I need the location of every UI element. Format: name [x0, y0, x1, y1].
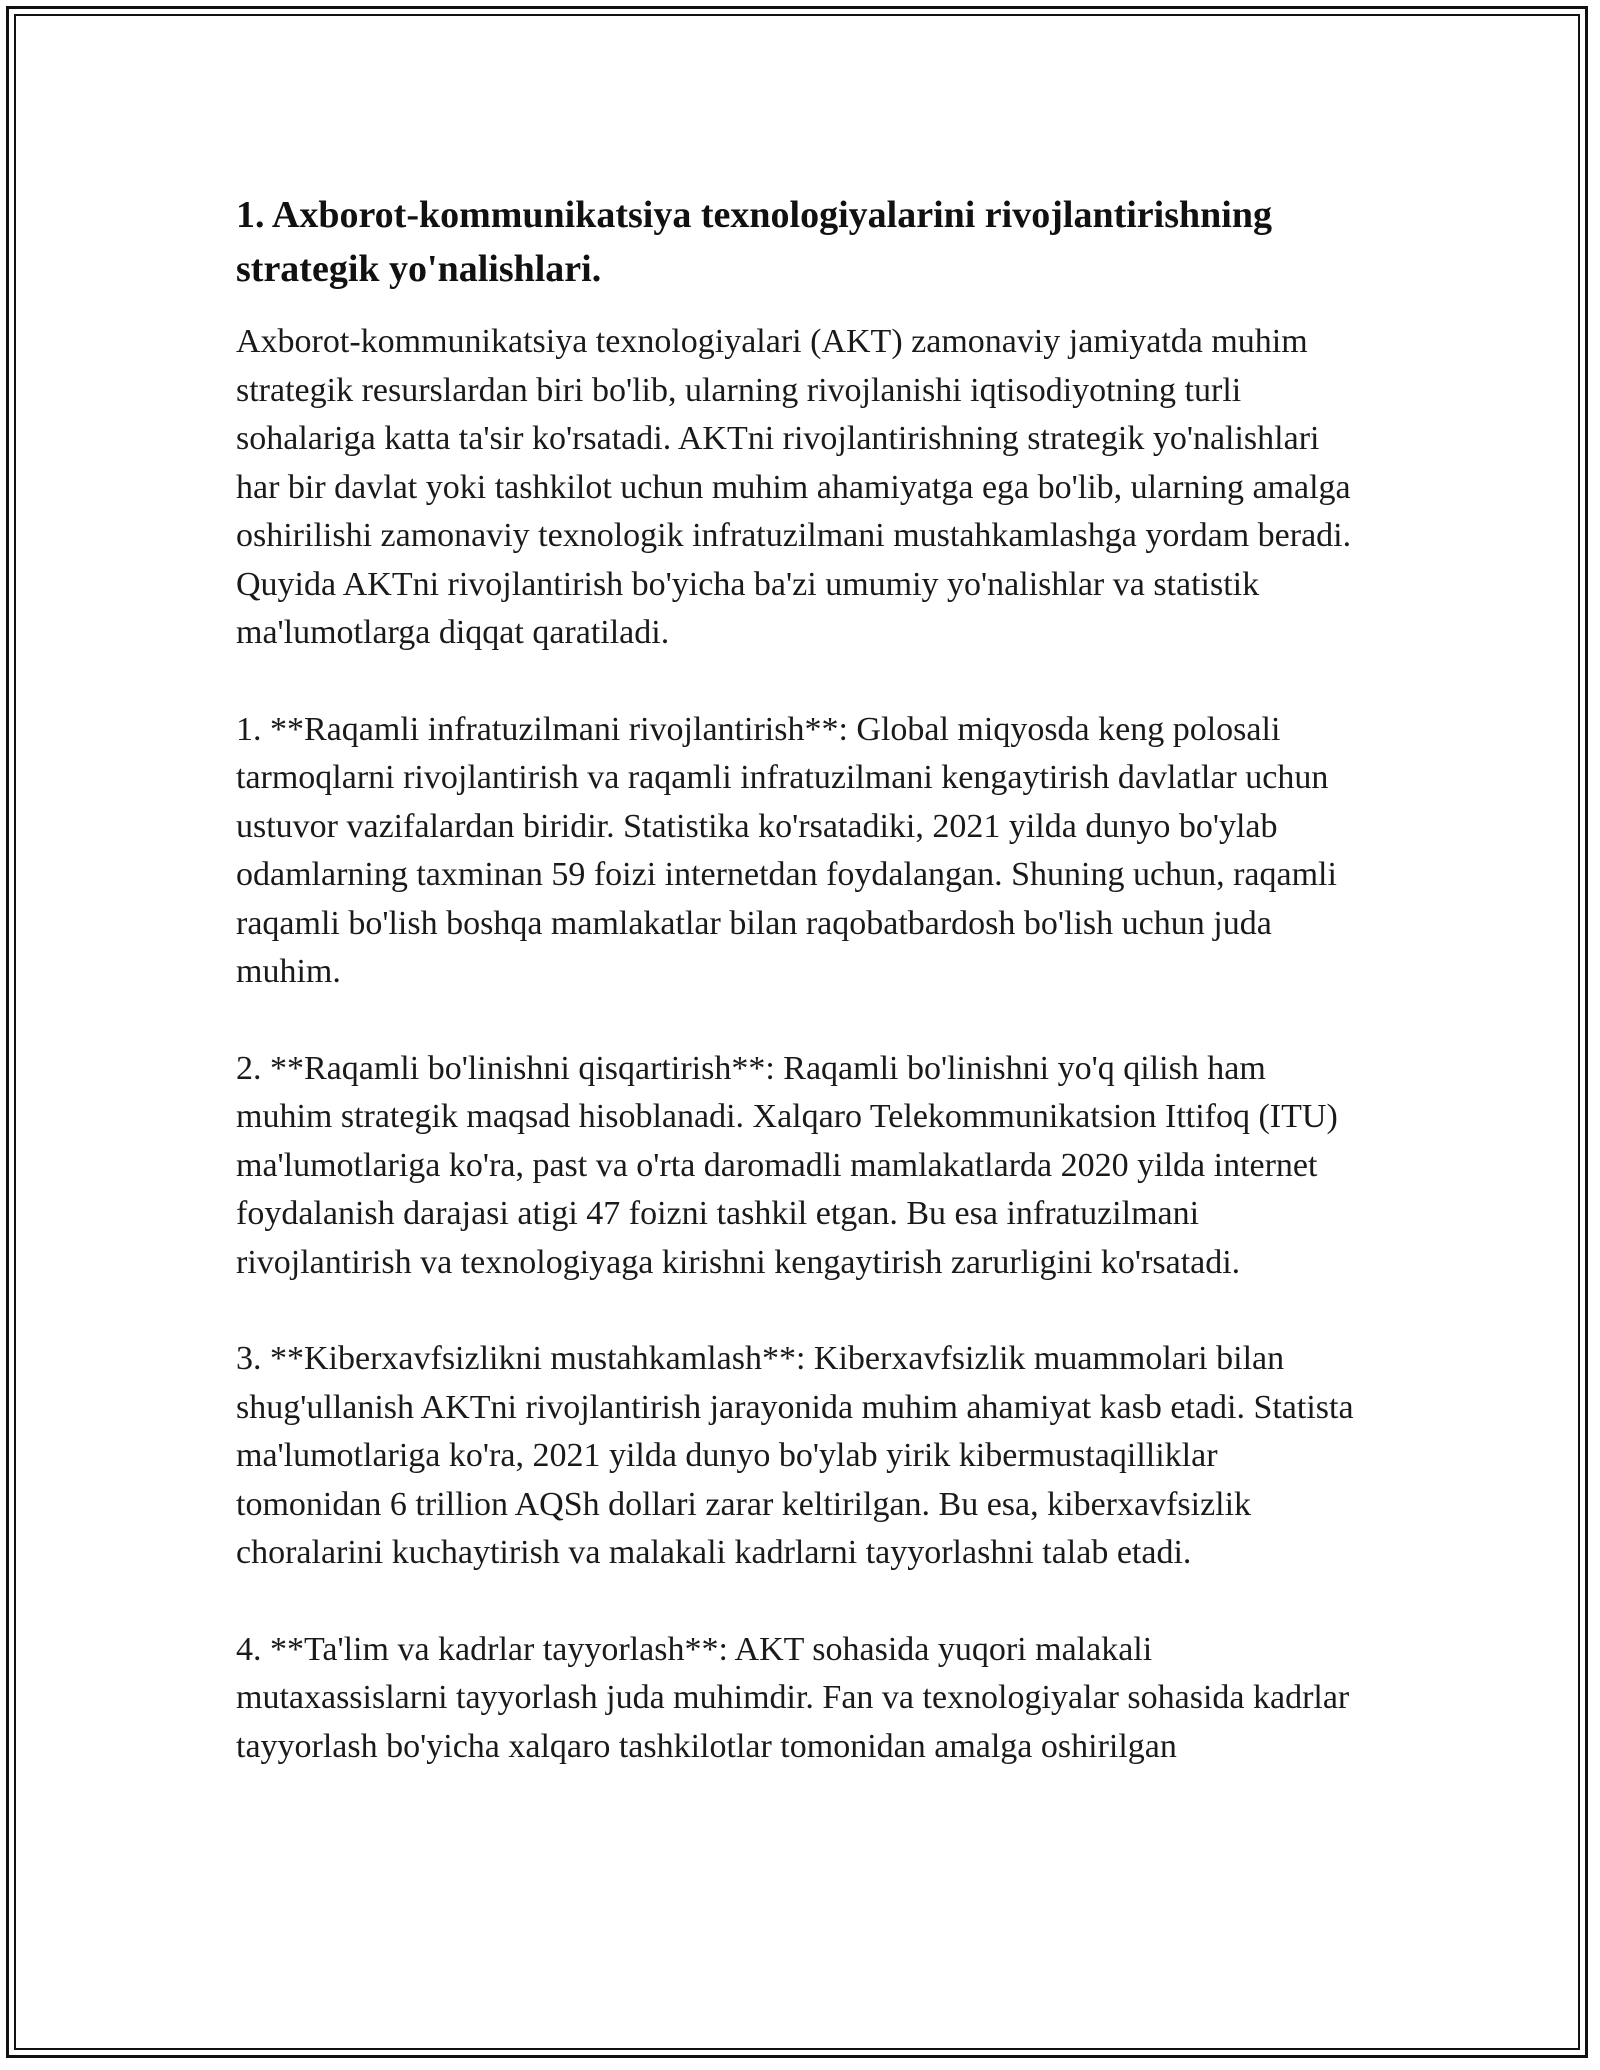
document-body	[236, 188, 1370, 1771]
section-heading: 1. Axborot-kommunikatsiya texnologiyalarini rivojlantirishning strategik yo'nalishlari.	[236, 194, 1272, 290]
list-item-cybersecurity: 3. **Kiberxavfsizlikni mustahkamlash**: Kiberxavfsizlik muammolari bilan shug'ullanish AKTni rivojlantirish jarayonida muhim ahamiyat kasb etadi. Statista ma'lumotlariga ko'ra, 2021 yilda dunyo bo'ylab yirik kibermustaqilliklar tomonidan 6 trillion AQSh dollari zarar keltirilgan. Bu esa, kiberxavfsizlik choralarini kuchaytirish va malakali kadrlarni tayyorlashni talab etadi.	[236, 1340, 1354, 1571]
list-item-digital-infrastructure: 1. **Raqamli infratuzilmani rivojlantirish**: Global miqyosda keng polosali tarmoqlarni rivojlantirish va raqamli infratuzilmani kengaytirish davlatlar uchun ustuvor vazifalardan biridir. Statistika ko'rsatadiki, 2021 yilda dunyo bo'ylab odamlarning taxminan 59 foizi internetdan foydalangan. Shuning uchun, raqamli raqamli bo'lish boshqa mamlakatlar bilan raqobatbardosh bo'lish uchun juda muhim.	[236, 710, 1337, 990]
intro-paragraph: Axborot-kommunikatsiya texnologiyalari (AKT) zamonaviy jamiyatda muhim strategik resurslardan biri bo'lib, ularning rivojlanishi iqtisodiyotning turli sohalariga katta ta'sir ko'rsatadi. AKTni rivojlantirishning strategik yo'nalishlari har bir davlat yoki tashkilot uchun muhim ahamiyatga ega bo'lib, ularning amalga oshirilishi zamonaviy texnologik infratuzilmani mustahkamlashga yordam beradi. Quyida AKTni rivojlantirish bo'yicha ba'zi umumiy yo'nalishlar va statistik ma'lumotlarga diqqat qaratiladi.	[236, 323, 1352, 651]
list-item-digital-divide: 2. **Raqamli bo'linishni qisqartirish**: Raqamli bo'linishni yo'q qilish ham muhim strategik maqsad hisoblanadi. Xalqaro Telekommunikatsion Ittifoq (ITU) ma'lumotlariga ko'ra, past va o'rta daromadli mamlakatlarda 2020 yilda internet foydalanish darajasi atigi 47 foizni tashkil etgan. Bu esa infratuzilmani rivojlantirish va texnologiyaga kirishni kengaytirish zarurligini ko'rsatadi.	[236, 1049, 1338, 1281]
list-item-education: 4. **Ta'lim va kadrlar tayyorlash**: AKT sohasida yuqori malakali mutaxassislarni tayyorlash juda muhimdir. Fan va texnologiyalar sohasida kadrlar tayyorlash bo'yicha xalqaro tashkilotlar tomonidan amalga oshirilgan	[236, 1630, 1350, 1765]
